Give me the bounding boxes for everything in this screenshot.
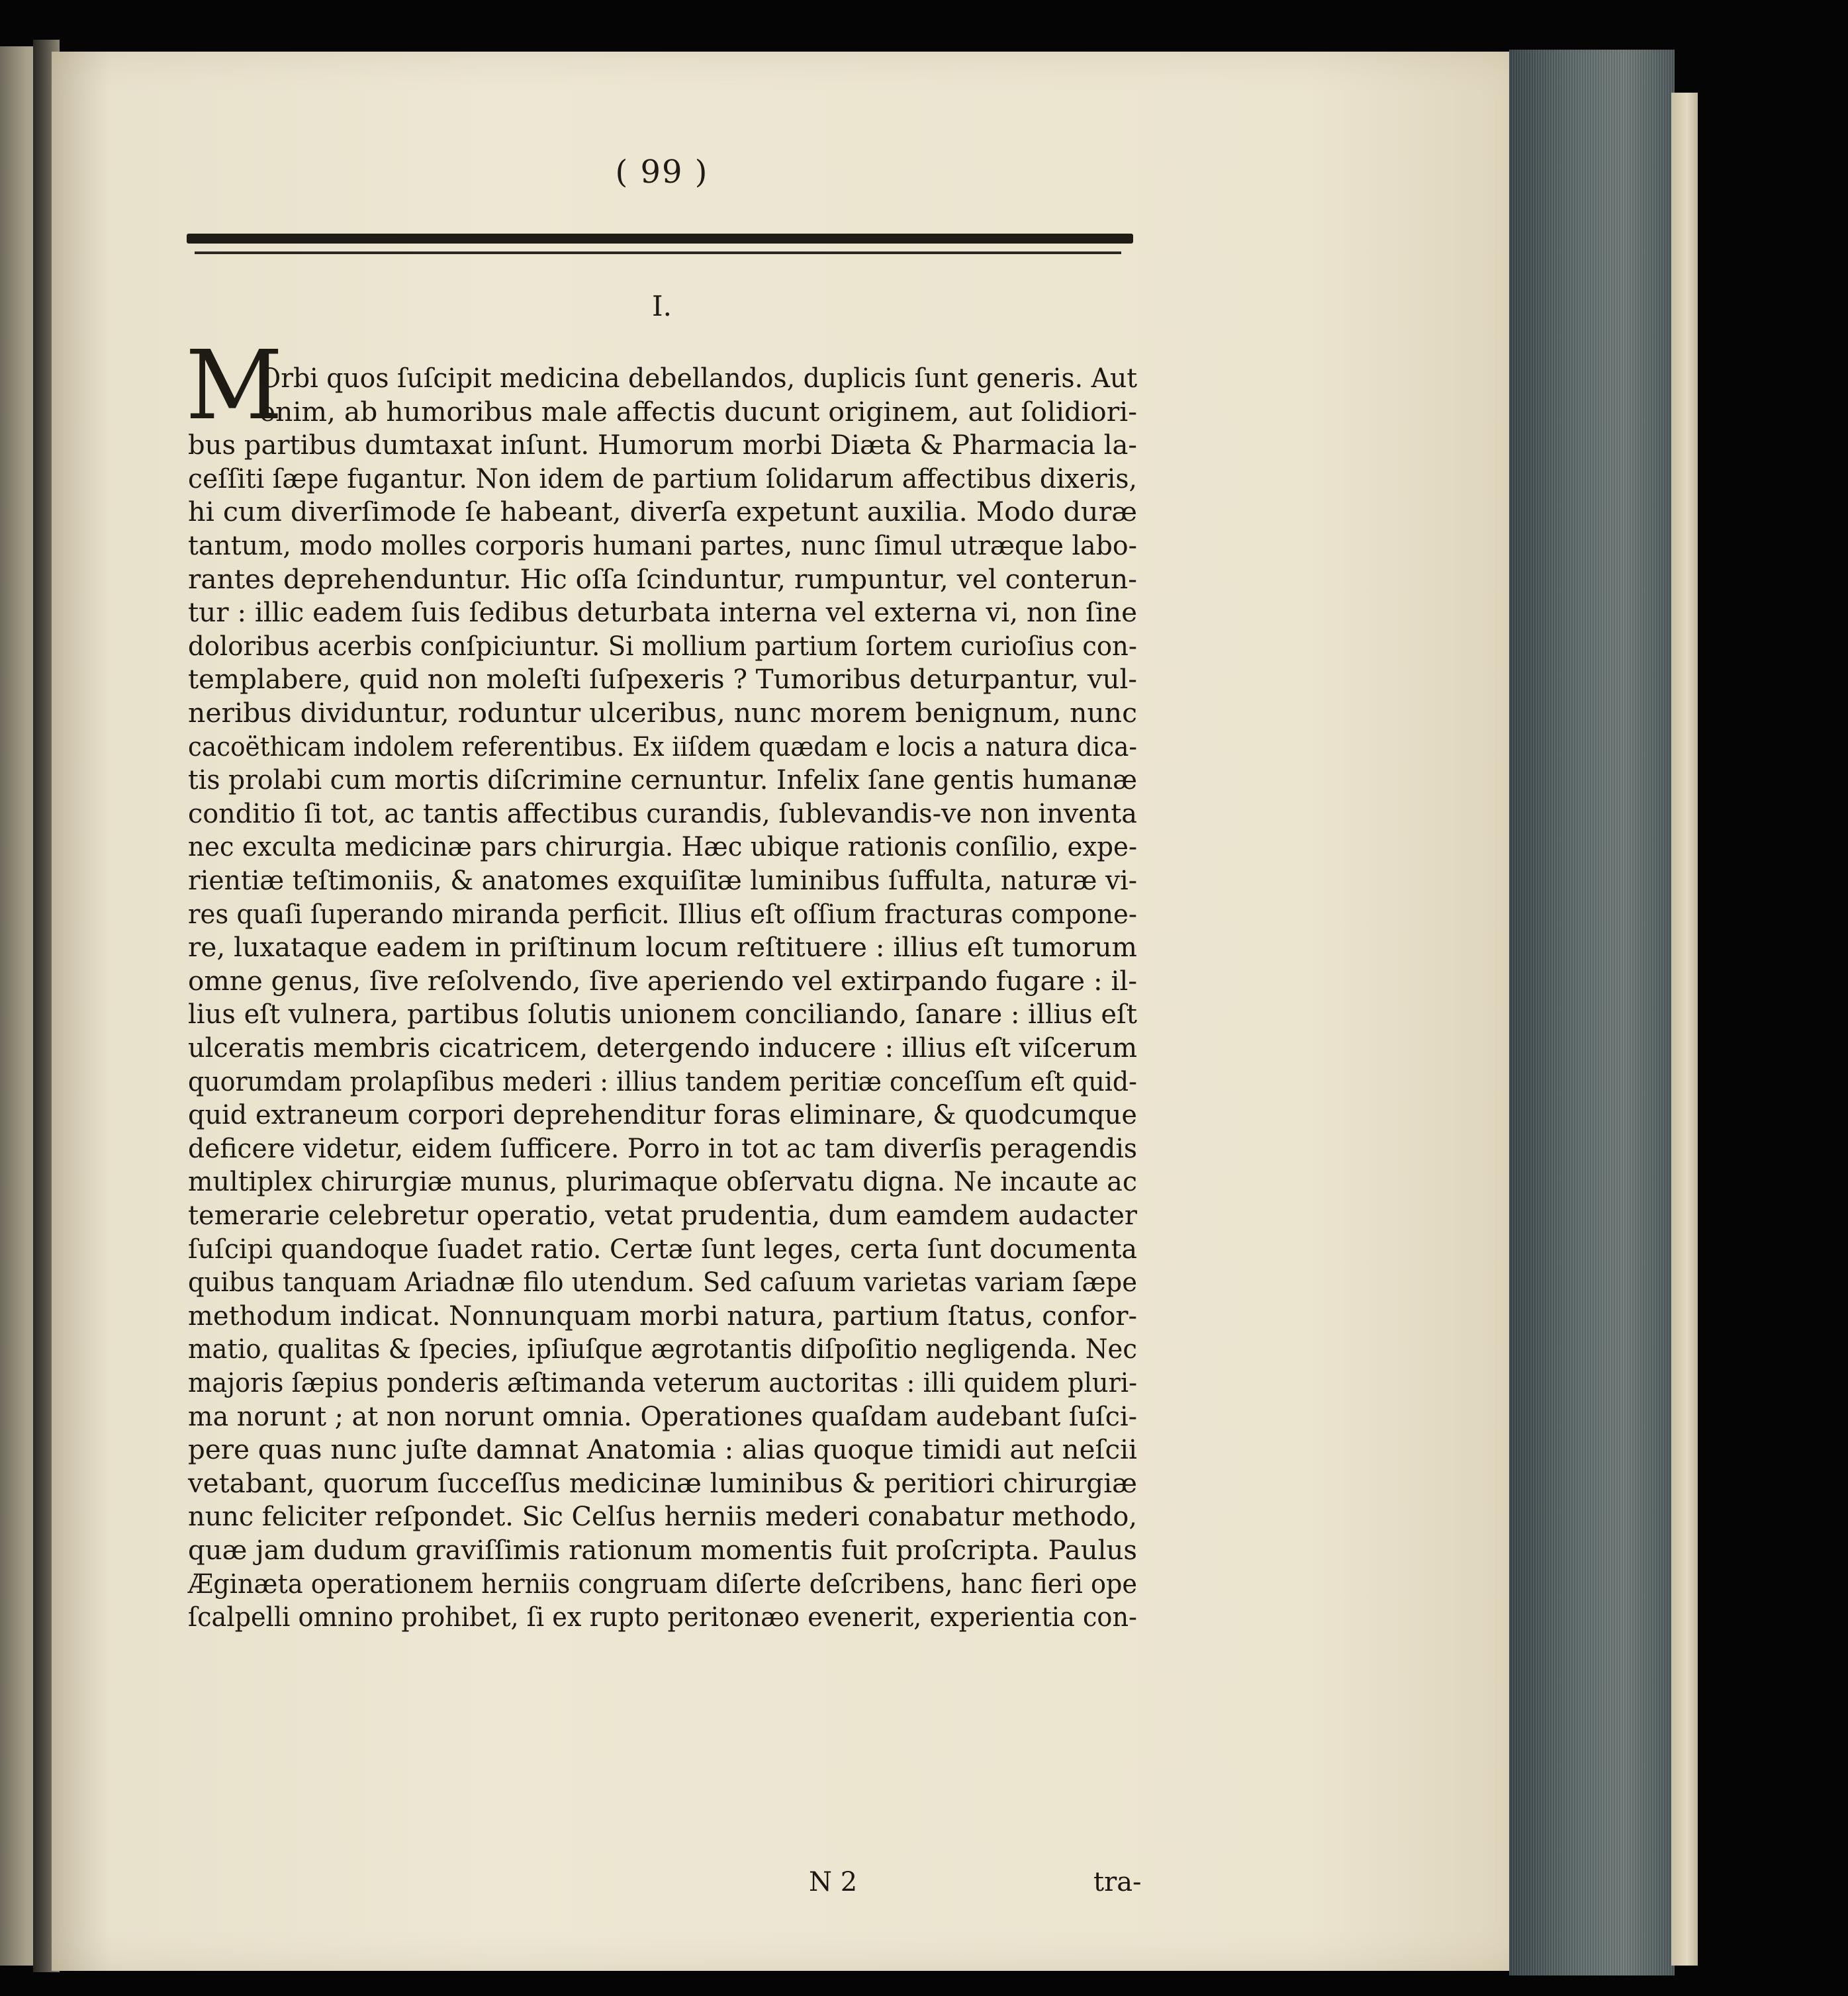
section-number: I. [652, 290, 672, 322]
text-line: quibus tanquam Ariadnæ filo utendum. Sed caſuum varietas variam ſæpe [188, 1267, 1137, 1298]
text-line: pere quas nunc juſte damnat Anatomia : alias quoque timidi aut neſcii [188, 1435, 1137, 1466]
text-line: quid extraneum corpori deprehenditur foras eliminare, & quodcumque [188, 1100, 1137, 1131]
text-line: bus partibus dumtaxat inſunt. Humorum morbi Diæta & Pharmacia la- [188, 430, 1137, 461]
text-line: hi cum diverſimode ſe habeant, diverſa expetunt auxilia. Modo duræ [188, 497, 1138, 528]
text-line: rantes deprehenduntur. Hic oſſa ſcinduntur, rumpuntur, vel conterun- [188, 564, 1137, 595]
text-line: methodum indicat. Nonnunquam morbi natura, partium ſtatus, confor- [188, 1300, 1138, 1332]
text-line: majoris ſæpius ponderis æſtimanda veterum auctoritas : illi quidem pluri- [188, 1368, 1138, 1398]
text-line: re, luxataque eadem in priſtinum locum reſtituere : illius eſt tumorum [188, 932, 1137, 964]
text-line: deficere videtur, eidem ſufficere. Porro in tot ac tam diverſis peragendis [188, 1133, 1138, 1164]
text-line: ma norunt ; at non norunt omnia. Operationes quaſdam audebant ſuſci- [188, 1401, 1138, 1432]
text-line: tantum, modo molles corporis humani partes, nunc ſimul utræque labo- [188, 531, 1137, 561]
signature-mark: N 2 [809, 1867, 858, 1897]
text-line: conditio ſi tot, ac tantis affectibus curandis, ſublevandis-ve non inventa [188, 798, 1137, 829]
text-line: quorumdam prolapſibus mederi : illius tandem peritiæ conceſſum eſt quid- [188, 1066, 1137, 1097]
text-line: Orbi quos ſuſcipit medicina debellandos, duplicis ſunt generis. Aut [259, 363, 1138, 394]
text-line: temerarie celebretur operatio, vetat prudentia, dum eamdem audacter [188, 1201, 1137, 1231]
text-line: multiplex chirurgiæ munus, plurimaque obſervatu digna. Ne incaute ac [188, 1167, 1138, 1198]
text-line: templabere, quid non moleſti ſuſpexeris ? Tumoribus deturpantur, vul- [188, 664, 1137, 696]
text-line: nunc feliciter reſpondet. Sic Celſus herniis mederi conabatur methodo, [188, 1502, 1138, 1533]
text-line: lius eſt vulnera, partibus ſolutis unionem conciliando, ſanare : illius eſt [188, 999, 1137, 1030]
text-line: matio, qualitas & ſpecies, ipſiuſque ægrotantis diſpoſitio negligenda. Nec [188, 1334, 1137, 1365]
text-line: ſcalpelli omnino prohibet, ſi ex rupto peritonæo evenerit, experientia con- [188, 1602, 1137, 1633]
text-line: tur : illic eadem ſuis ſedibus deturbata interna vel externa vi, non ſine [188, 598, 1138, 629]
page-number: ( 99 ) [615, 154, 709, 191]
text-line: cacoëthicam indolem referentibus. Ex iiſdem quædam e locis a natura dica- [188, 731, 1138, 762]
text-line: res quaſi ſuperando miranda perficit. Illius eſt oſſium fracturas compone- [188, 899, 1137, 930]
text-line: vetabant, quorum ſucceſſus medicinæ luminibus & peritiori chirurgiæ [188, 1468, 1137, 1499]
text-line: ulceratis membris cicatricem, detergendo inducere : illius eſt viſcerum [188, 1033, 1138, 1064]
text-line: Æginæta operationem herniis congruam diſerte deſcribens, hanc fieri ope [188, 1568, 1138, 1600]
text-line: quæ jam dudum graviſſimis rationum momentis fuit proſcripta. Paulus [188, 1535, 1137, 1566]
text-line: ceſſiti ſæpe fugantur. Non idem de partium ſolidarum affectibus dixeris, [188, 463, 1138, 494]
text-line: omne genus, ſive reſolvendo, ſive aperiendo vel extirpando fugare : il- [188, 966, 1138, 997]
drop-cap: M [185, 330, 283, 441]
text-line: ſuſcipi quandoque ſuadet ratio. Certæ ſunt leges, certa ſunt documenta [188, 1234, 1138, 1265]
text-line: nec exculta medicinæ pars chirurgia. Hæc ubique rationis conſilio, expe- [188, 832, 1138, 863]
catchword: tra- [1093, 1867, 1142, 1897]
text-line: neribus dividuntur, roduntur ulceribus, nunc morem benignum, nunc [188, 698, 1138, 729]
text-line: doloribus acerbis conſpiciuntur. Si mollium partium ſortem curioſius con- [188, 631, 1137, 662]
text-line: tis prolabi cum mortis diſcrimine cernuntur. Infelix ſane gentis humanæ [188, 765, 1138, 796]
text-line: rientiæ teſtimoniis, & anatomes exquiſitæ luminibus ſuffulta, naturæ vi- [188, 866, 1137, 896]
text-line: enim, ab humoribus male affectis ducunt originem, aut ſolidiori- [259, 396, 1138, 428]
